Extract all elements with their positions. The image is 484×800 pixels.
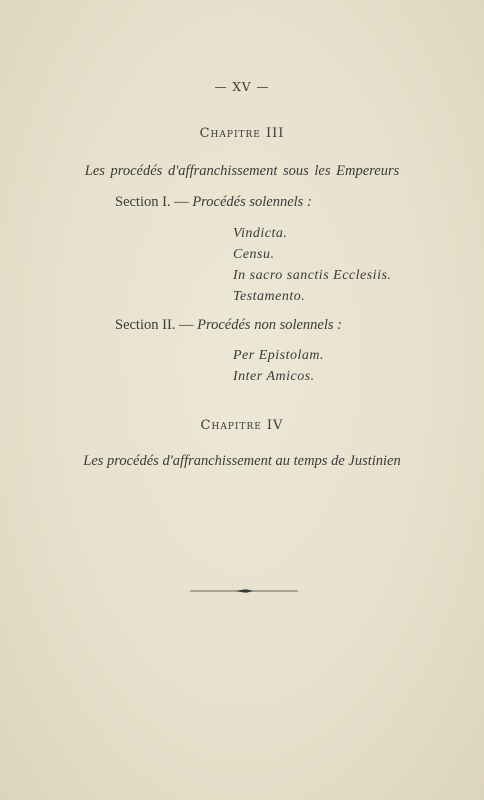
chapter-3-heading: Chapitre III (199, 126, 285, 141)
list-item: Testamento. (233, 289, 306, 304)
section-1-dash: — (174, 194, 189, 210)
section-1-title: Procédés solennels : (192, 194, 312, 210)
section-2-list (233, 345, 324, 387)
page-number: — XV — (214, 80, 270, 94)
list-item: In sacro sanctis Ecclesiis. (233, 268, 392, 283)
section-1-label: Section I. (115, 194, 171, 210)
section-2-title: Procédés non solennels : (197, 317, 342, 333)
section-2-dash: — (179, 317, 194, 333)
list-item: Vindicta. (233, 226, 288, 241)
section-2-label: Section II. (115, 317, 176, 333)
chapter-4-heading: Chapitre IV (200, 418, 284, 433)
chapter-4-title: Les procédés d'affranchissement au temps de Justinien (83, 453, 401, 469)
section-1-list (233, 223, 391, 307)
section-2-heading (115, 317, 342, 334)
list-item: Per Epistolam. (233, 348, 324, 363)
end-rule-ornament (190, 588, 298, 594)
list-item: Censu. (233, 247, 275, 262)
list-item: Inter Amicos. (233, 369, 315, 384)
chapter-3-title: Les procédés d'affranchissement sous les Empereurs (84, 163, 400, 179)
section-1-heading (115, 194, 312, 211)
